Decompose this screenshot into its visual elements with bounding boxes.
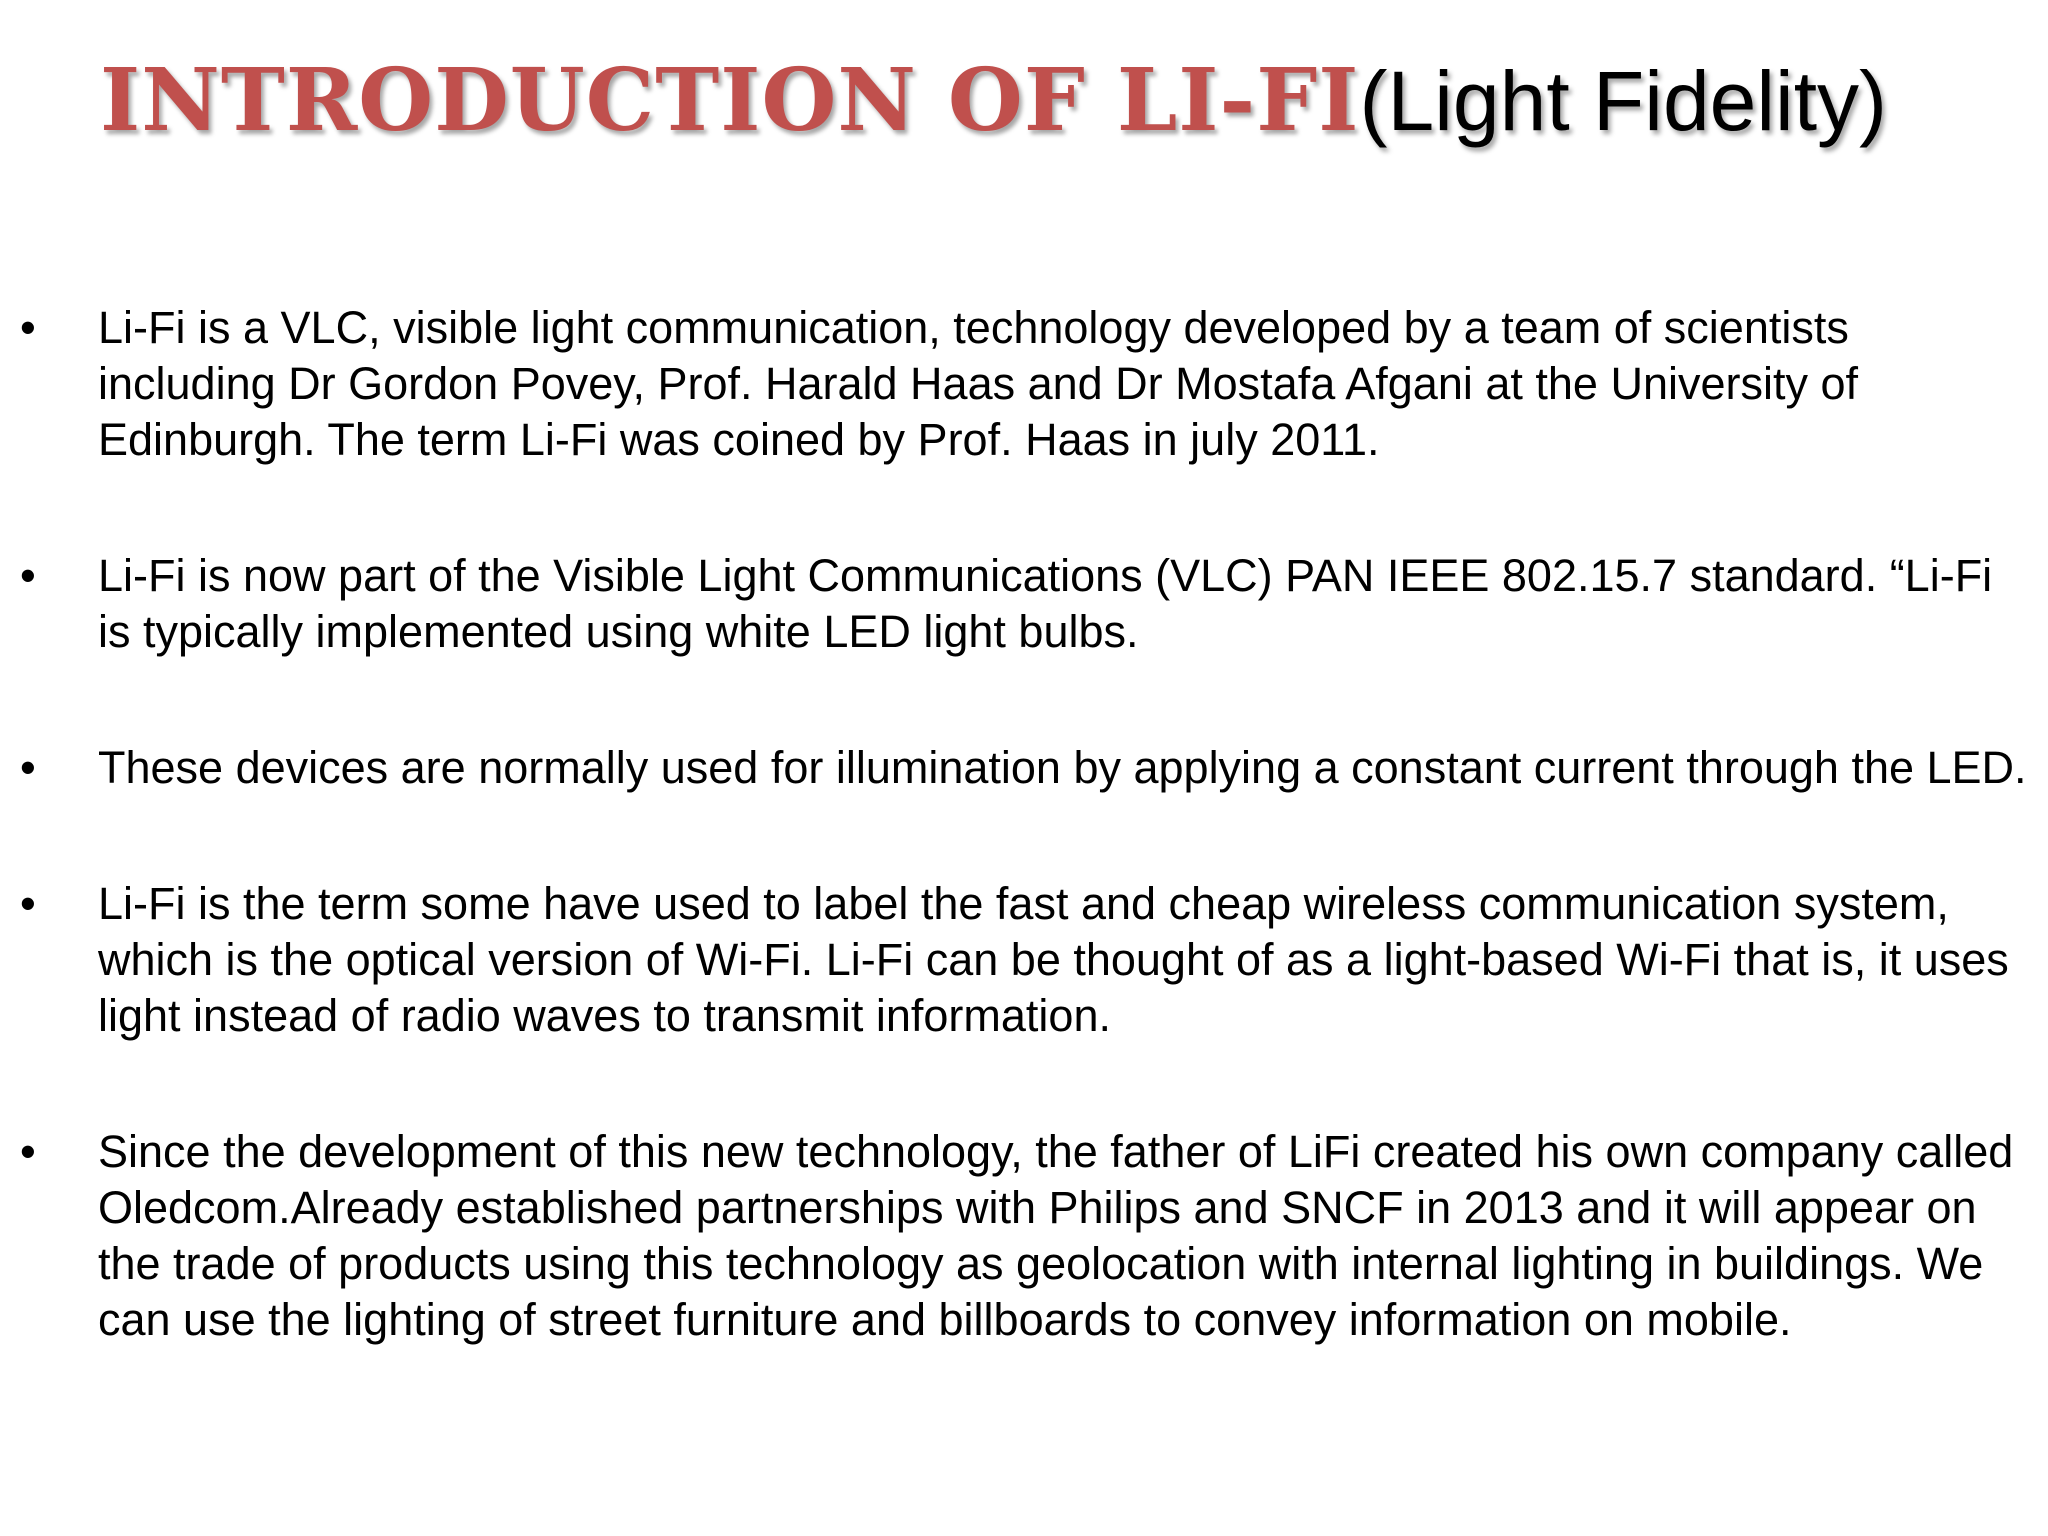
bullet-text: Li-Fi is a VLC, visible light communication, technology developed by a team of scientists including Dr Gordon Povey, Prof. Harald Haas and Dr Mostafa Afgani at the University of Edinburgh. The term Li-Fi was coined by Prof. Haas in july 2011. [98, 302, 1859, 465]
bullet-text: Li-Fi is the term some have used to label the fast and cheap wireless communication system, which is the optical version of Wi-Fi. Li-Fi can be thought of as a light-based Wi-Fi that is, it uses light instead of radio waves to transmit information. [98, 878, 2009, 1041]
bullet-item [0, 740, 2048, 796]
bullet-text: These devices are normally used for illumination by applying a constant current through the LED. [98, 742, 2027, 793]
bullet-dot: • [20, 302, 36, 353]
bullet-item [0, 548, 2048, 660]
bullet-text: Since the development of this new technology, the father of LiFi created his own company called Oledcom.Already established partnerships with Philips and SNCF in 2013 and it will appear on the trade of products using this technology as geolocation with internal lighting in buildings. We can use the lighting of street furniture and billboards to convey information on mobile. [98, 1126, 2014, 1345]
bullet-text: Li-Fi is now part of the Visible Light Communications (VLC) PAN IEEE 802.15.7 standard. “Li-Fi is typically implemented using white LED light bulbs. [98, 550, 1993, 657]
bullet-dot: • [20, 550, 36, 601]
title-main: INTRODUCTION OF LI-FI [100, 50, 1360, 151]
bullet-dot: • [20, 742, 36, 793]
bullet-item [0, 876, 2048, 1044]
bullet-dot: • [20, 878, 36, 929]
bullet-item [0, 1124, 2048, 1348]
slide-title [100, 50, 2000, 190]
bullet-item [0, 300, 2048, 468]
bullet-list [0, 300, 2048, 1428]
bullet-dot: • [20, 1126, 36, 1177]
title-sub: (Light Fidelity) [1359, 54, 1888, 148]
